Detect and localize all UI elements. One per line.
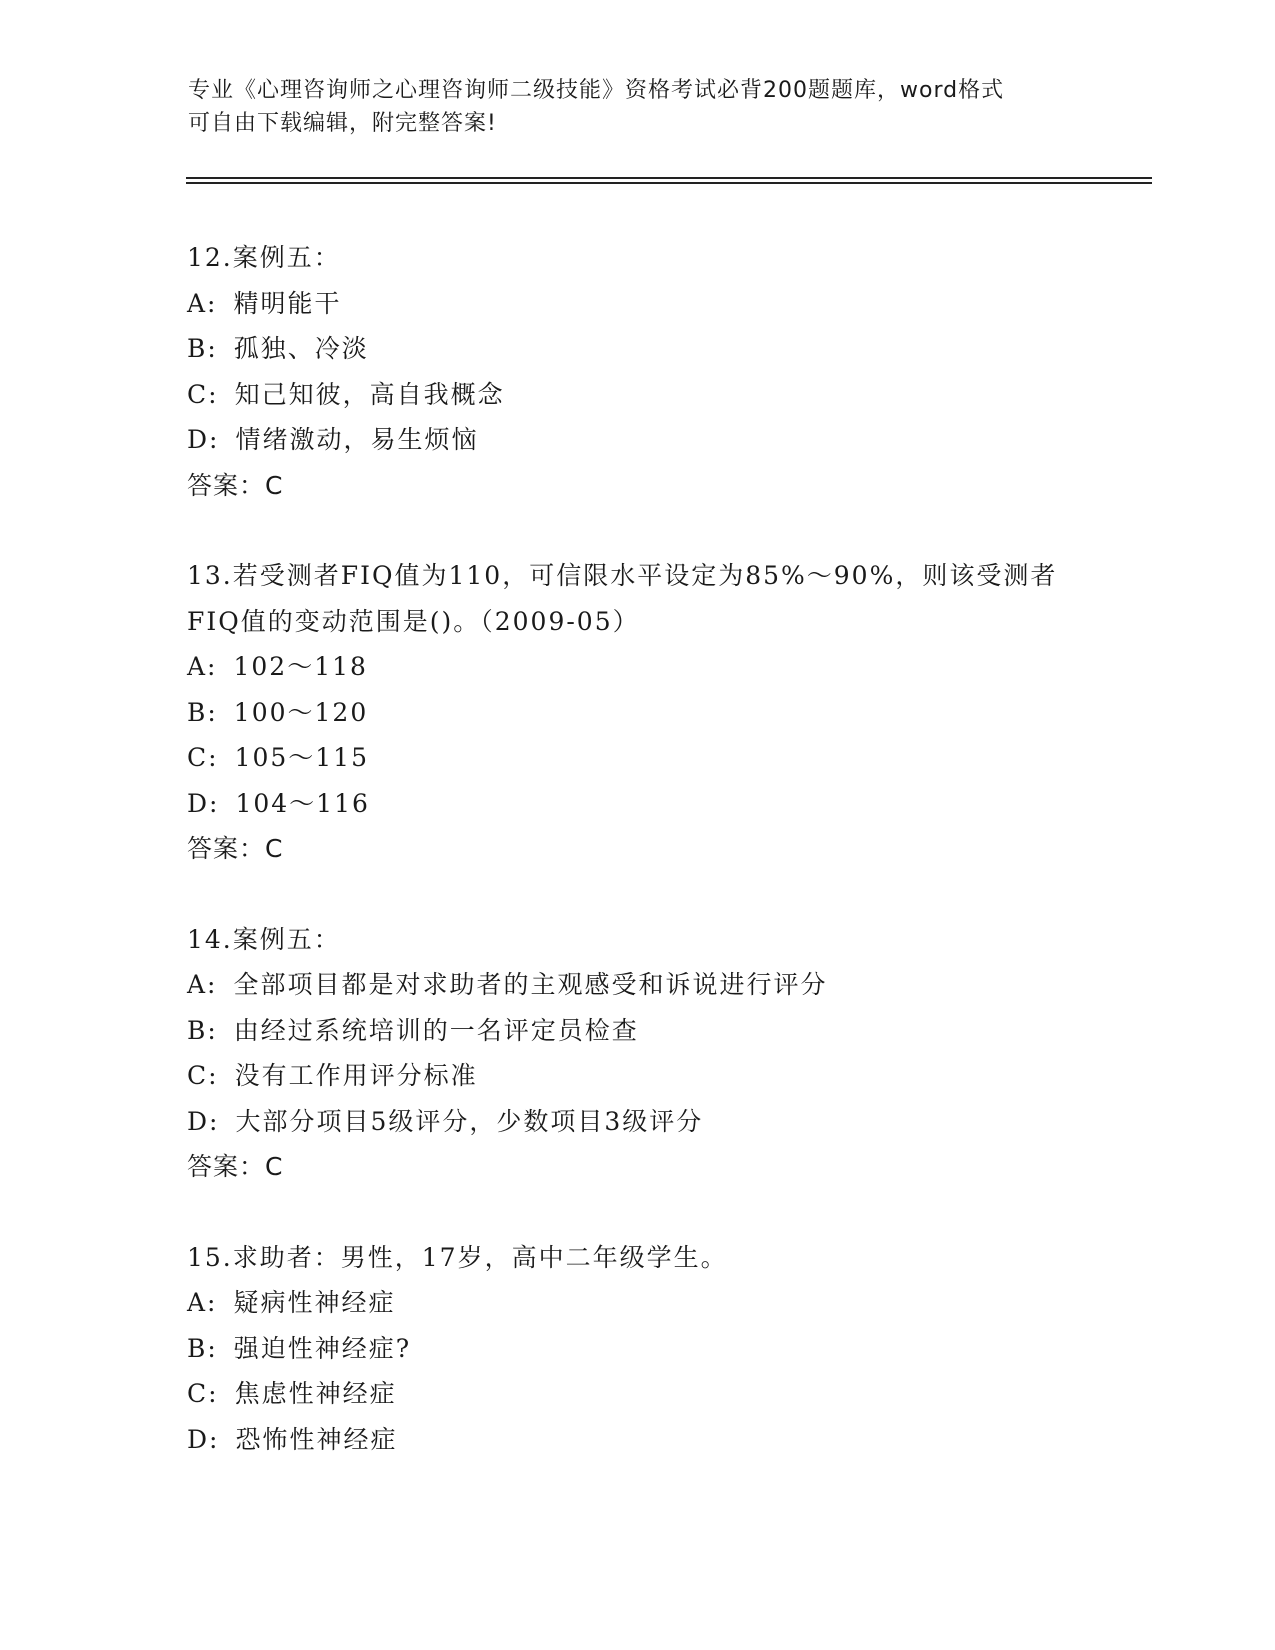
answer-option	[187, 326, 1147, 372]
answer-key: 答案：C	[187, 470, 284, 500]
option-letter: A:	[187, 652, 218, 681]
answer-option	[187, 1099, 1147, 1145]
header-line-1: 专业《心理咨询师之心理咨询师二级技能》资格考试必背200题题库，word格式	[188, 78, 1005, 103]
option-text: 100～120	[233, 697, 369, 727]
question-block	[187, 917, 1147, 1190]
answer-key: 答案：C	[187, 1152, 284, 1181]
answer-option	[187, 690, 1147, 736]
answer-option	[187, 735, 1147, 781]
answer-option	[187, 1326, 1147, 1372]
answer-option	[187, 644, 1147, 690]
option-letter: B:	[187, 1015, 218, 1045]
question-stem: 13.若受测者FIQ值为110，可信限水平设定为85%～90%，则该受测者	[187, 561, 1058, 590]
option-text: 大部分项目5级评分，少数项目3级评分	[235, 1106, 704, 1136]
answer-option	[187, 1280, 1147, 1326]
option-letter: A:	[187, 970, 218, 999]
option-text: 恐怖性神经症	[235, 1424, 398, 1454]
header-rule-top	[186, 177, 1152, 179]
header-line-2: 可自由下载编辑，附完整答案!	[188, 111, 497, 136]
question-block	[187, 235, 1147, 508]
answer-option	[187, 1053, 1147, 1099]
option-text: 焦虑性神经症	[234, 1379, 397, 1408]
answer-option	[187, 372, 1147, 418]
answer-option	[187, 962, 1147, 1008]
question-stem: 15.求助者：男性，17岁，高中二年级学生。	[187, 1242, 728, 1272]
option-letter: B:	[187, 334, 218, 363]
answer-option	[187, 1417, 1147, 1463]
option-letter: D:	[187, 425, 220, 454]
option-letter: C:	[187, 379, 219, 409]
option-letter: D:	[187, 1424, 220, 1454]
question-stem: 12.案例五：	[187, 243, 341, 272]
option-text: 强迫性神经症?	[233, 1333, 412, 1363]
answer-key: 答案：C	[187, 834, 284, 863]
option-letter: C:	[187, 1061, 219, 1090]
question-block	[187, 1235, 1147, 1463]
option-text: 104～116	[235, 788, 370, 818]
answer-option	[187, 1371, 1147, 1417]
document-header	[188, 74, 1088, 140]
option-text: 全部项目都是对求助者的主观感受和诉说进行评分	[233, 970, 828, 999]
answer-option	[187, 417, 1147, 463]
answer-option	[187, 1008, 1147, 1054]
option-text: 情绪激动，易生烦恼	[235, 425, 479, 454]
answer-option	[187, 281, 1147, 327]
option-text: 精明能干	[233, 288, 342, 318]
option-letter: A:	[187, 288, 218, 318]
option-letter: A:	[187, 1288, 218, 1317]
option-letter: D:	[187, 1106, 220, 1136]
option-text: 没有工作用评分标准	[234, 1061, 478, 1090]
option-text: 知己知彼，高自我概念	[234, 379, 505, 409]
option-text: 孤独、冷淡	[233, 334, 369, 363]
answer-option	[187, 781, 1147, 827]
option-text: 105～115	[234, 743, 369, 772]
option-letter: B:	[187, 1333, 218, 1363]
option-text: 102～118	[233, 652, 368, 681]
option-letter: B:	[187, 697, 218, 727]
question-list	[187, 235, 1147, 1507]
option-text: 由经过系统培训的一名评定员检查	[233, 1015, 639, 1045]
question-stem: 14.案例五：	[187, 924, 341, 954]
question-block	[187, 553, 1147, 872]
option-letter: C:	[187, 743, 219, 772]
question-stem: FIQ值的变动范围是()。（2009-05）	[187, 606, 640, 636]
option-letter: C:	[187, 1379, 219, 1408]
option-text: 疑病性神经症	[233, 1288, 396, 1317]
option-letter: D:	[187, 788, 220, 818]
header-rule-bottom	[186, 182, 1152, 184]
